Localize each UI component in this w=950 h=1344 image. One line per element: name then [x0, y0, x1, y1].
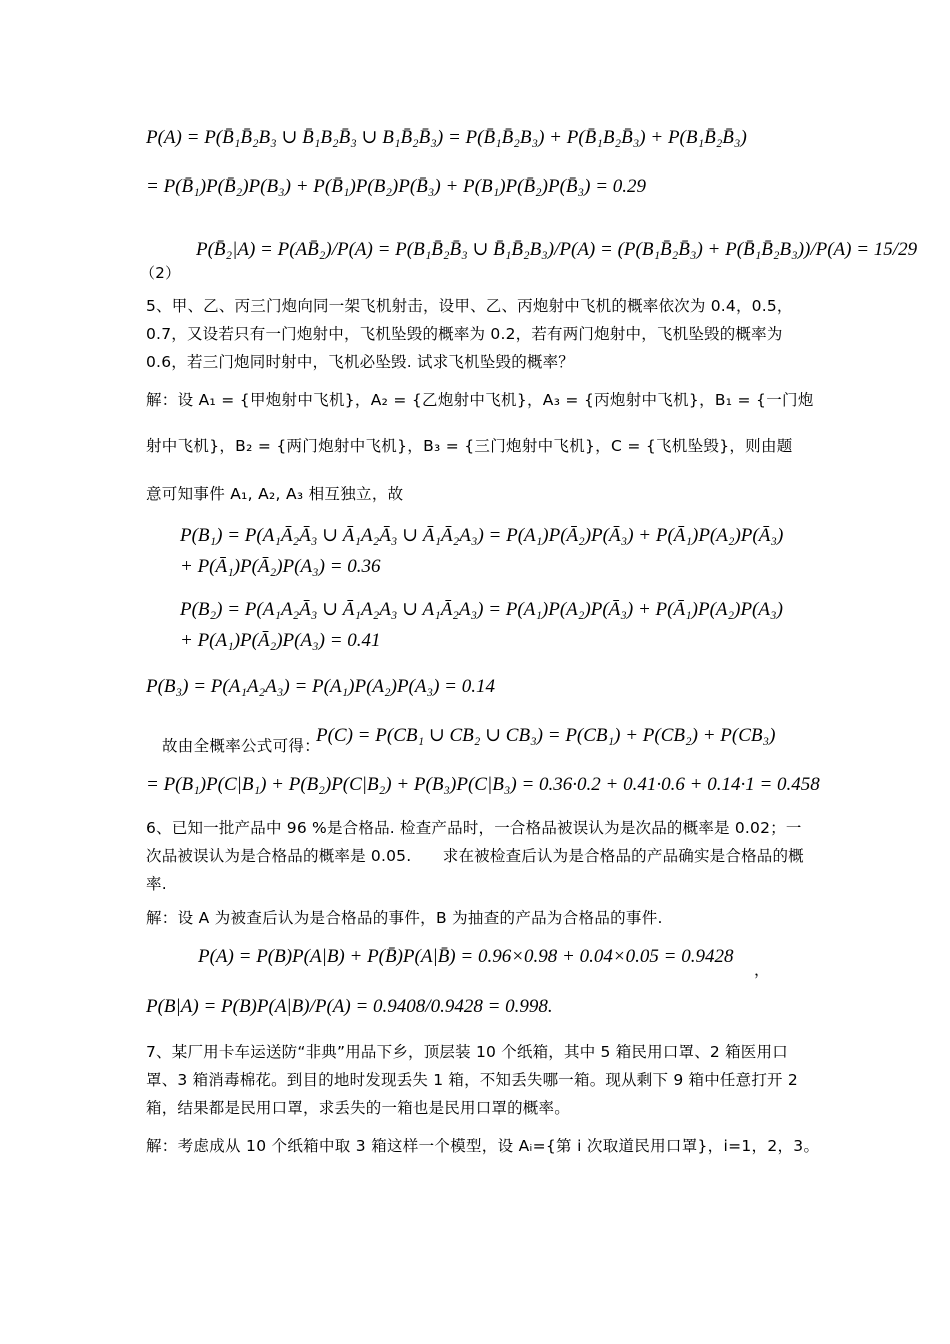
- q5-equation-pb2-cont: + P(A₁)P(Ā₂)P(A₃) = 0.41: [180, 630, 381, 651]
- q5-equation-pb3: P(B₃) = P(A₁A₂A₃) = P(A₁)P(A₂)P(A₃) = 0.14: [146, 676, 495, 697]
- q5-solution-line-1: 解：设 A₁ = {甲炮射中飞机}，A₂ = {乙炮射中飞机}，A₃ = {丙炮射中飞机}，B₁ = {一门炮: [146, 391, 814, 409]
- q7-problem: 7、某厂用卡车运送防“非典”用品下乡，顶层装 10 个纸箱，其中 5 箱民用口罩、2 箱医用口罩、3 箱消毒棉花。到目的地时发现丢失 1 箱，不知丢失哪一箱。现从剩下 9 箱中任意打开 2 箱，结果都是民用口罩，求丢失的一箱也是民用口罩的概率。: [146, 1043, 798, 1117]
- q5-equation-pb2: P(B₂) = P(A₁A₂Ā₃ ∪ Ā₁A₂A₃ ∪ A₁Ā₂A₃) = P(A₁)P(A₂)P(Ā₃) + P(Ā₁)P(A₂)P(A₃): [180, 599, 783, 620]
- q6-problem: 6、已知一批产品中 96 %是合格品. 检查产品时，一合格品被误认为是次品的概率是 0.02；一次品被误认为是合格品的概率是 0.05. 求在被检查后认为是合格品的产品确实是合格品的概率.: [146, 819, 804, 893]
- q6-equation-comma: ，: [754, 961, 770, 979]
- q7-solution: 解：考虑成从 10 个纸箱中取 3 箱这样一个模型，设 Aᵢ={第 i 次取道民用口罩}，i=1，2，3。: [146, 1137, 820, 1155]
- q5-equation-pc: P(C) = P(CB₁ ∪ CB₂ ∪ CB₃) = P(CB₁) + P(CB₂) + P(CB₃): [316, 725, 776, 746]
- q4-equation-1: P(A) = P(B̄₁B̄₂B₃ ∪ B̄₁B₂B̄₃ ∪ B₁B̄₂B̄₃) = P(B̄₁B̄₂B₃) + P(B̄₁B₂B̄₃) + P(B₁B̄₂B̄₃): [146, 127, 747, 148]
- q4-part2-label: （2）: [140, 264, 181, 282]
- q5-equation-result: = P(B₁)P(C|B₁) + P(B₂)P(C|B₂) + P(B₃)P(C|B₃) = 0.36·0.2 + 0.41·0.6 + 0.14·1 = 0.458: [146, 774, 820, 795]
- q5-total-probability-label: 故由全概率公式可得：: [162, 737, 321, 755]
- q5-solution-line-2: 射中飞机}，B₂ = {两门炮射中飞机}，B₃ = {三门炮射中飞机}，C = {飞机坠毁}，则由题: [146, 437, 793, 455]
- q4-equation-2: = P(B̄₁)P(B̄₂)P(B₃) + P(B̄₁)P(B₂)P(B̄₃) + P(B₁)P(B̄₂)P(B̄₃) = 0.29: [146, 176, 647, 197]
- q6-equation-pba: P(B|A) = P(B)P(A|B)/P(A) = 0.9408/0.9428 = 0.998.: [146, 996, 553, 1017]
- q6-equation-pa: P(A) = P(B)P(A|B) + P(B̄)P(A|B̄) = 0.96×0.98 + 0.04×0.05 = 0.9428: [198, 946, 734, 967]
- q5-solution-line-3: 意可知事件 A₁, A₂, A₃ 相互独立，故: [146, 485, 404, 503]
- q5-equation-pb1: P(B₁) = P(A₁Ā₂Ā₃ ∪ Ā₁A₂Ā₃ ∪ Ā₁Ā₂A₃) = P(A₁)P(Ā₂)P(Ā₃) + P(Ā₁)P(A₂)P(Ā₃): [180, 525, 784, 546]
- q6-solution: 解：设 A 为被查后认为是合格品的事件，B 为抽查的产品为合格品的事件.: [146, 909, 663, 927]
- q4-equation-3: P(B̄₂|A) = P(AB̄₂)/P(A) = P(B₁B̄₂B̄₃ ∪ B̄₁B̄₂B₃)/P(A) = (P(B₁B̄₂B̄₃) + P(B̄₁B̄₂B₃))/P(A) = 15/29: [196, 239, 918, 260]
- q5-problem: 5、甲、乙、丙三门炮向同一架飞机射击，设甲、乙、丙炮射中飞机的概率依次为 0.4，0.5，0.7，又设若只有一门炮射中，飞机坠毁的概率为 0.2，若有两门炮射中，飞机坠毁的概率为 0.6，若三门炮同时射中，飞机必坠毁. 试求飞机坠毁的概率？: [146, 297, 793, 371]
- q5-equation-pb1-cont: + P(Ā₁)P(Ā₂)P(A₃) = 0.36: [180, 556, 381, 577]
